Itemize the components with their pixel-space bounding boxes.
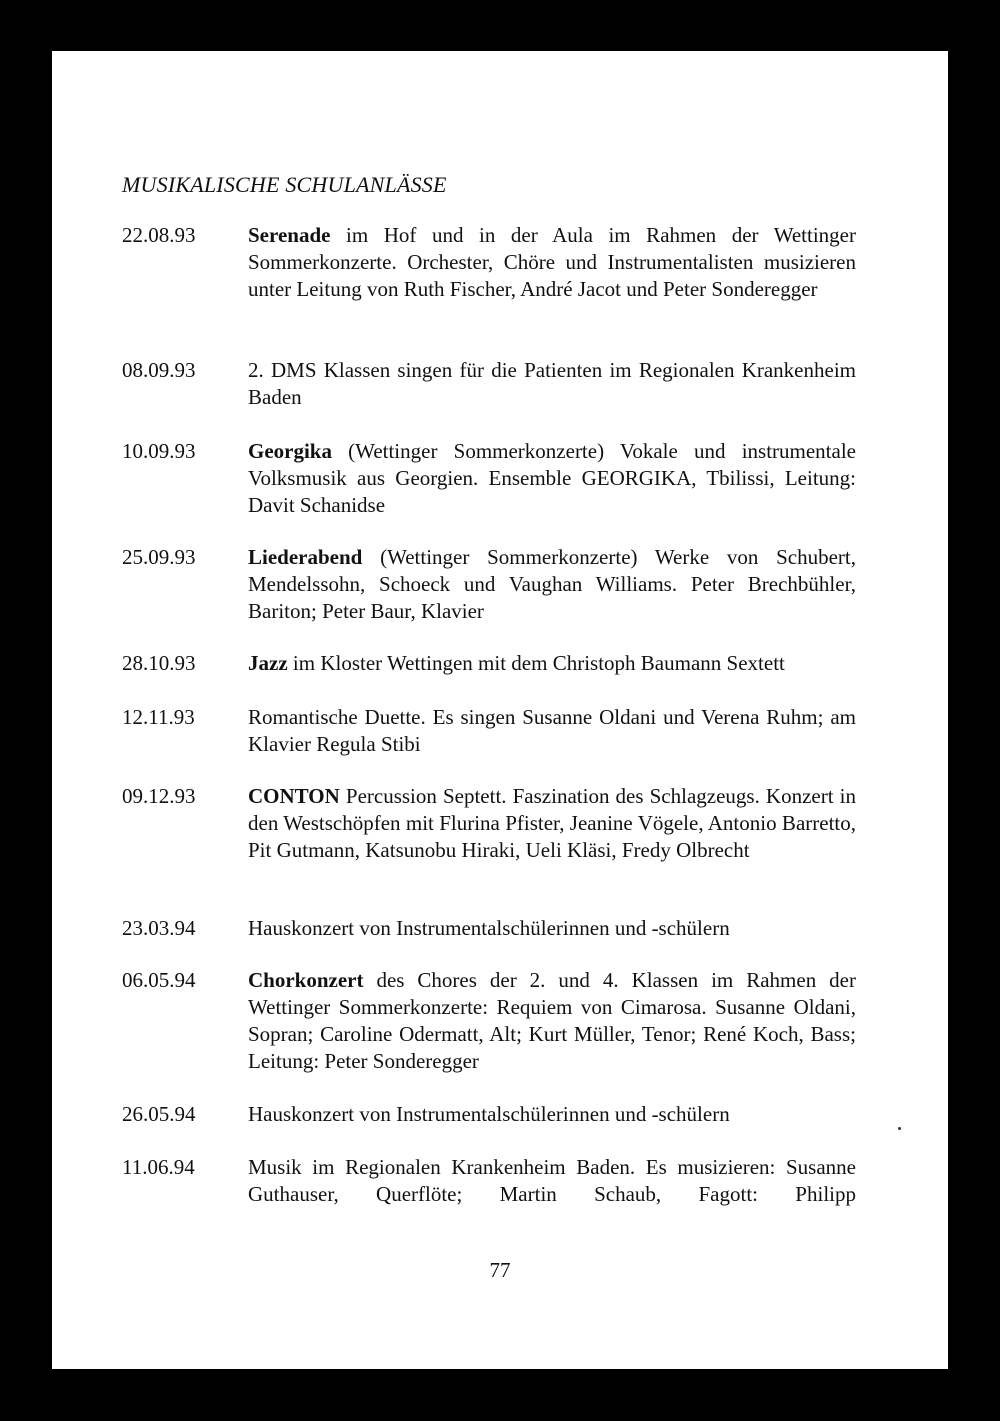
page-number: 77 bbox=[489, 1258, 511, 1282]
section-heading: MUSIKALISCHE SCHULANLÄSSE bbox=[122, 172, 447, 197]
event-description bbox=[248, 967, 856, 1075]
event-entry bbox=[122, 915, 856, 942]
event-entry bbox=[122, 783, 856, 864]
event-date: 10.09.93 bbox=[122, 439, 196, 463]
event-details: im Kloster Wettingen mit dem Christoph Baumann Sextett bbox=[287, 651, 785, 675]
event-description bbox=[248, 438, 856, 519]
event-date: 22.08.93 bbox=[122, 223, 196, 247]
event-title: Jazz bbox=[248, 651, 288, 675]
event-details: Percussion Septett. Faszination des Schlagzeugs. Konzert in den Westschöpfen mit Flurina Pfister, Jeanine Vögele, Antonio Barretto, Pit Gutmann, Katsunobu Hiraki, Ueli Kläsi, Fredy Olbrecht bbox=[248, 784, 856, 862]
event-title: Georgika bbox=[248, 439, 332, 463]
event-details: (Wettinger Sommerkonzerte) Werke von Schubert, Mendelssohn, Schoeck und Vaughan Williams. Peter Brechbühler, Bariton; Peter Baur, Klavier bbox=[248, 545, 856, 623]
event-details: (Wettinger Sommerkonzerte) Vokale und instrumentale Volksmusik aus Georgien. Ensemble GEORGIKA, Tbilissi, Leitung: Davit Schanidse bbox=[248, 439, 856, 517]
event-title: Chorkonzert bbox=[248, 968, 364, 992]
event-description bbox=[248, 915, 856, 942]
event-date: 23.03.94 bbox=[122, 916, 196, 940]
event-title: Serenade bbox=[248, 223, 331, 247]
event-date: 12.11.93 bbox=[122, 705, 195, 729]
event-date: 28.10.93 bbox=[122, 651, 196, 675]
event-entry bbox=[122, 544, 856, 625]
event-entry bbox=[122, 650, 856, 677]
event-details: des Chores der 2. und 4. Klassen im Rahmen der Wettinger Sommerkonzerte: Requiem von Cimarosa. Susanne Oldani, Sopran; Caroline Odermatt, Alt; Kurt Müller, Tenor; René Koch, Bass; Leitung: Peter Sonderegger bbox=[248, 968, 856, 1073]
event-description bbox=[248, 1154, 856, 1208]
event-description bbox=[248, 222, 856, 303]
event-details: Romantische Duette. Es singen Susanne Oldani und Verena Ruhm; am Klavier Regula Stibi bbox=[248, 705, 856, 756]
event-details: 2. DMS Klassen singen für die Patienten im Regionalen Krankenheim Baden bbox=[248, 358, 856, 409]
event-details: Musik im Regionalen Krankenheim Baden. Es musizieren: Susanne Guthauser, Querflöte; Martin Schaub, Fagott: Philipp bbox=[248, 1155, 856, 1206]
event-description bbox=[248, 1101, 856, 1128]
event-entry bbox=[122, 357, 856, 411]
event-entry bbox=[122, 967, 856, 1075]
event-description bbox=[248, 650, 856, 677]
event-details: Hauskonzert von Instrumentalschülerinnen und -schülern bbox=[248, 1102, 730, 1126]
event-date: 06.05.94 bbox=[122, 968, 196, 992]
event-description bbox=[248, 783, 856, 864]
event-date: 25.09.93 bbox=[122, 545, 196, 569]
event-entry bbox=[122, 1154, 856, 1208]
event-title: CONTON bbox=[248, 784, 340, 808]
event-entry bbox=[122, 222, 856, 303]
event-date: 26.05.94 bbox=[122, 1102, 196, 1126]
event-description bbox=[248, 357, 856, 411]
event-title: Liederabend bbox=[248, 545, 363, 569]
event-entry bbox=[122, 1101, 856, 1128]
event-description bbox=[248, 544, 856, 625]
event-details: im Hof und in der Aula im Rahmen der Wettinger Sommerkonzerte. Orchester, Chöre und Instrumentalisten musizieren unter Leitung von Ruth Fischer, André Jacot und Peter Sonderegger bbox=[248, 223, 856, 301]
document-page bbox=[52, 51, 948, 1369]
scan-speck bbox=[898, 1127, 901, 1130]
event-entry bbox=[122, 438, 856, 519]
event-entry bbox=[122, 704, 856, 758]
event-date: 09.12.93 bbox=[122, 784, 196, 808]
event-details: Hauskonzert von Instrumentalschülerinnen und -schülern bbox=[248, 916, 730, 940]
event-date: 11.06.94 bbox=[122, 1155, 195, 1179]
event-date: 08.09.93 bbox=[122, 358, 196, 382]
event-description bbox=[248, 704, 856, 758]
